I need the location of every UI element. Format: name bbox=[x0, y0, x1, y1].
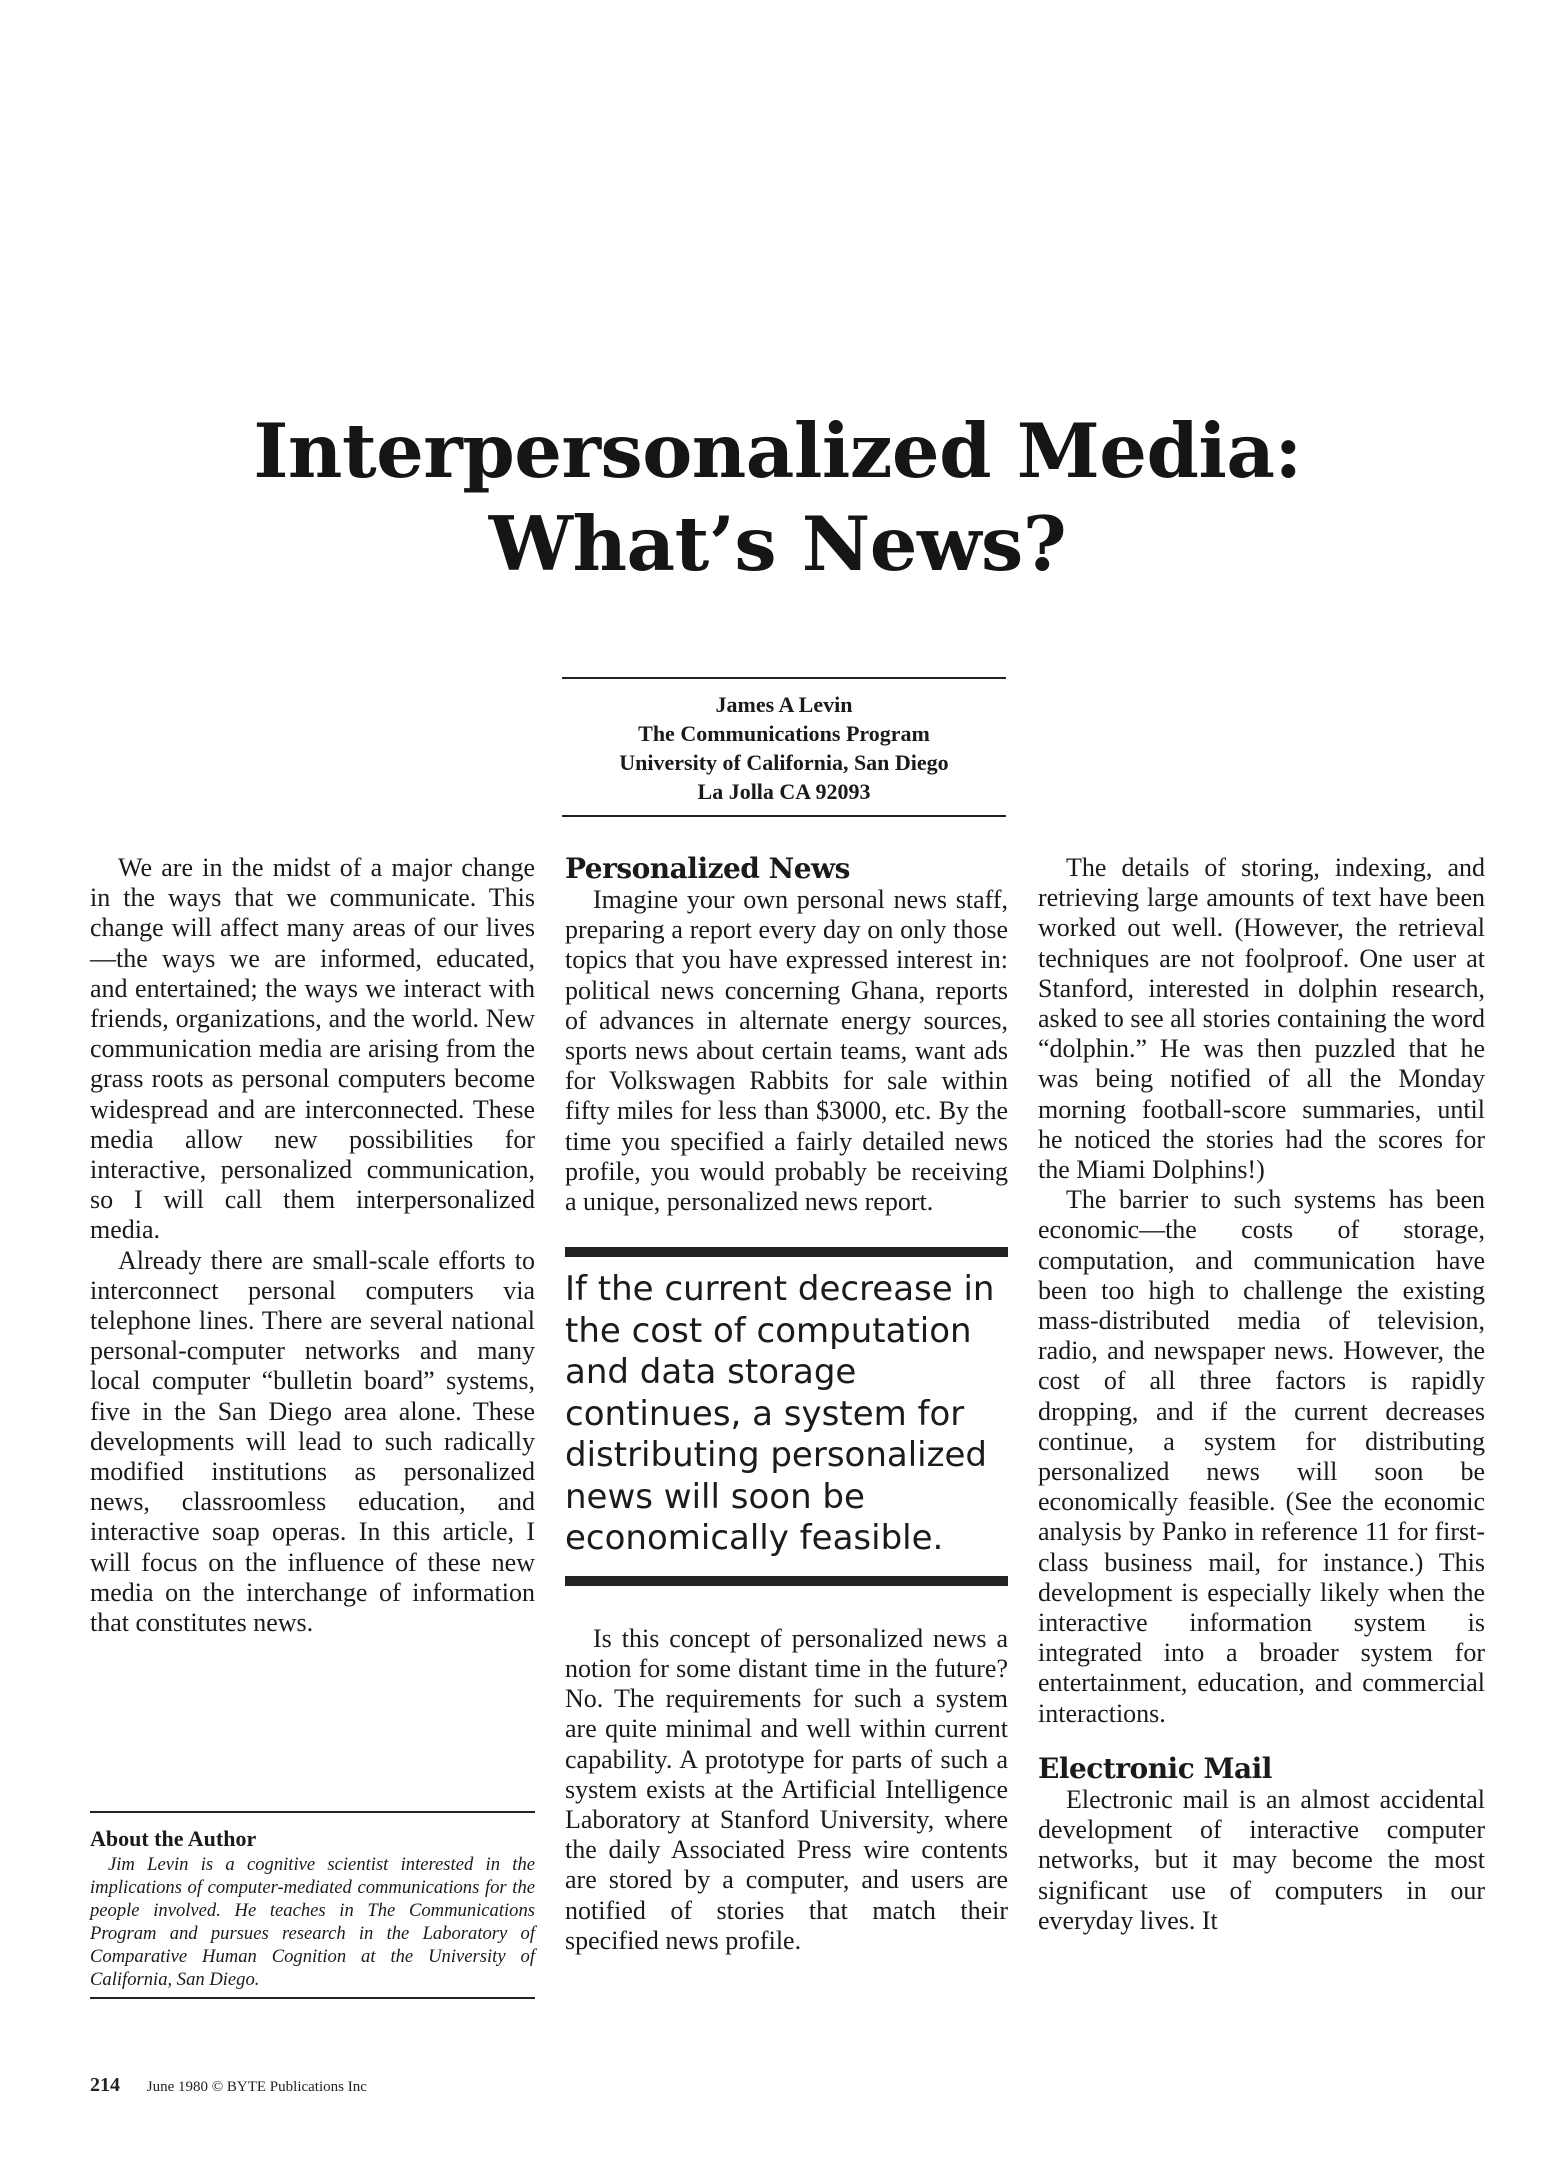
section-heading-electronic-mail: Electronic Mail bbox=[1038, 1751, 1272, 1785]
issue-info: June 1980 © BYTE Publications Inc bbox=[146, 2079, 367, 2095]
paragraph: We are in the midst of a major change in the ways that we communicate. This change will affect many areas of our lives—the ways we are informed, educated, and entertained; the ways we interact with friends, organizations, and the world. New communication media are arising from the grass roots as personal computers become widespread and are interconnected. These media allow new possibilities for interactive, personalized communication, so I will call them interpersonalized media. bbox=[90, 853, 535, 1245]
paragraph: Electronic mail is an almost accidental development of interactive computer networks, but it may become the most significant use of computers in our everyday lives. It bbox=[1038, 1784, 1485, 1935]
column-2 bbox=[565, 853, 1008, 1956]
page-number: 214 bbox=[90, 2074, 120, 2096]
author-university: University of California, San Diego bbox=[619, 750, 949, 775]
author-address: La Jolla CA 92093 bbox=[697, 779, 871, 804]
article-title bbox=[0, 405, 1555, 591]
paragraph: Imagine your own personal news staff, preparing a report every day on only those topics that you have expressed interest in: political news concerning Ghana, reports of advances in alternate energy sources, sports news about certain teams, want ads for Volkswagen Rabbits for sale within fifty miles for less than $3000, etc. By the time you specified a fairly detailed news profile, you would probably be receiving a unique, personalized news report. bbox=[565, 885, 1008, 1217]
page-footer bbox=[90, 2073, 367, 2099]
pull-quote: If the current decrease in the cost of computation and data storage continues, a system for distributing personalized news will soon be economically feasible. bbox=[565, 1247, 1008, 1586]
author-name: James A Levin bbox=[715, 692, 853, 717]
title-line-2: What’s News? bbox=[488, 500, 1067, 588]
paragraph: Is this concept of personalized news a notion for some distant time in the future? No. The requirements for such a system are quite minimal and well within current capability. A prototype for parts of such a system exists at the Artificial Intelligence Laboratory at Stanford University, where the daily Associated Press wire contents are stored by a computer, and users are notified of stories that match their specified news profile. bbox=[565, 1623, 1008, 1955]
title-line-1: Interpersonalized Media: bbox=[253, 407, 1302, 495]
about-the-author bbox=[90, 1811, 535, 1999]
about-author-text: Jim Levin is a cognitive scientist interested in the implications of computer-mediated communications for the people involved. He teaches in The Communications Program and pursues research in the Laboratory of Comparative Human Cognition at the University of California, San Diego. bbox=[90, 1854, 535, 1990]
byline bbox=[562, 677, 1006, 817]
paragraph: The details of storing, indexing, and retrieving large amounts of text have been worked out well. (However, the retrieval techniques are not foolproof. One user at Stanford, interested in dolphin research, asked to see all stories containing the word “dolphin.” He was then puzzled that he was being notified of all the Monday morning football-score summaries, until he noticed the stories had the scores for the Miami Dolphins!) bbox=[1038, 853, 1485, 1185]
author-dept: The Communications Program bbox=[638, 721, 930, 746]
column-1 bbox=[90, 853, 535, 1638]
paragraph: Already there are small-scale efforts to interconnect personal computers via telephone lines. There are several national personal-computer networks and many local computer “bulletin board” systems, five in the San Diego area alone. These developments will lead to such radically modified institutions as personalized news, classroomless education, and interactive soap operas. In this article, I will focus on the influence of these new media on the interchange of information that constitutes news. bbox=[90, 1245, 535, 1638]
about-author-heading: About the Author bbox=[90, 1826, 257, 1851]
column-3 bbox=[1038, 853, 1485, 1936]
paragraph: The barrier to such systems has been economic—the costs of storage, computation, and communication have been too high to challenge the existing mass-distributed media of television, radio, and newspaper news. However, the cost of all three factors is rapidly dropping, and if the current decreases continue, a system for distributing personalized news will soon be economically feasible. (See the economic analysis by Panko in reference 11 for first-class business mail, for instance.) This development is especially likely when the interactive information system is integrated into a broader system for entertainment, education, and commercial interactions. bbox=[1038, 1185, 1485, 1728]
section-heading-personalized-news: Personalized News bbox=[565, 852, 850, 885]
